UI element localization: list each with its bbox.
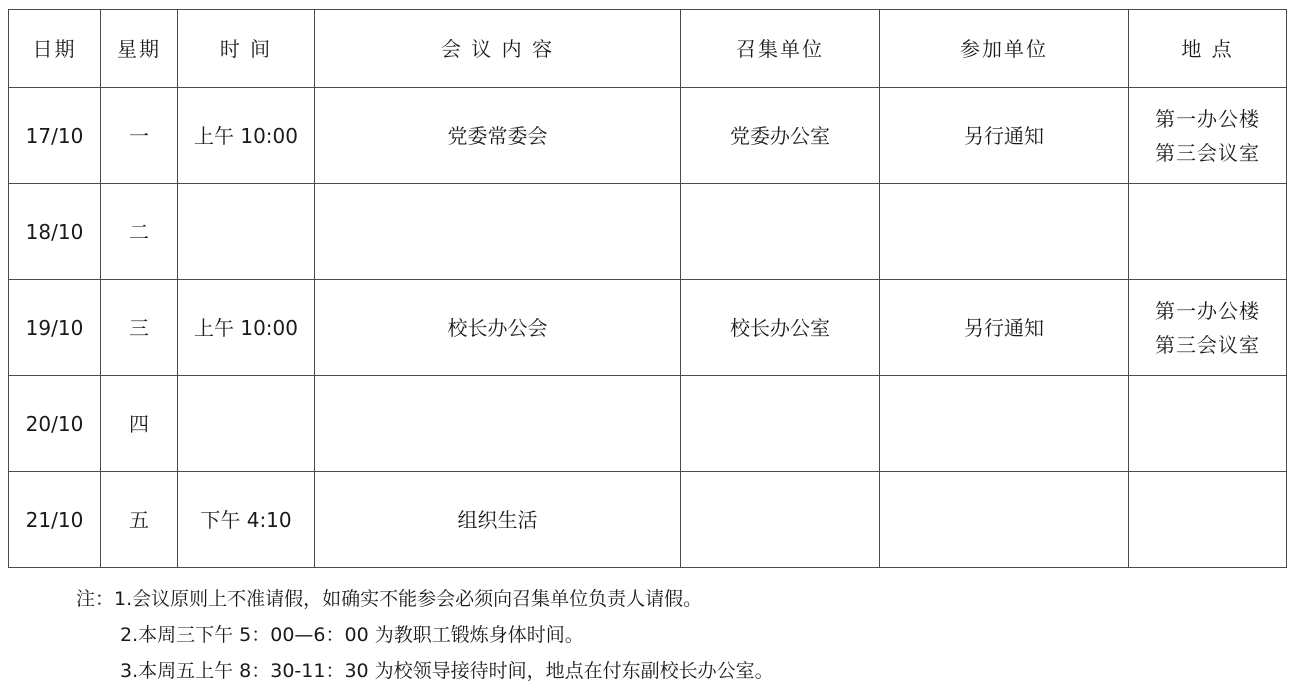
table-row bbox=[9, 280, 1287, 376]
cell-date: 17/10 bbox=[9, 88, 101, 184]
note-line-3: 3.本周五上午 8：30-11：30 为校领导接待时间，地点在付东副校长办公室。 bbox=[120, 660, 774, 682]
cell-location bbox=[1129, 88, 1287, 184]
location-line2: 第三会议室 bbox=[1155, 332, 1260, 357]
cell-convener bbox=[681, 376, 880, 472]
cell-location bbox=[1129, 376, 1287, 472]
cell-weekday: 二 bbox=[101, 184, 178, 280]
cell-attendees bbox=[880, 472, 1129, 568]
header-date: 日期 bbox=[9, 10, 101, 88]
header-location: 地 点 bbox=[1129, 10, 1287, 88]
cell-convener bbox=[681, 184, 880, 280]
note-line-2: 2.本周三下午 5：00—6：00 为教职工锻炼身体时间。 bbox=[120, 624, 584, 646]
cell-attendees bbox=[880, 184, 1129, 280]
cell-location bbox=[1129, 184, 1287, 280]
cell-location bbox=[1129, 472, 1287, 568]
header-convener: 召集单位 bbox=[681, 10, 880, 88]
cell-date: 19/10 bbox=[9, 280, 101, 376]
header-content: 会 议 内 容 bbox=[315, 10, 681, 88]
cell-weekday: 四 bbox=[101, 376, 178, 472]
cell-convener: 党委办公室 bbox=[681, 88, 880, 184]
header-weekday: 星期 bbox=[101, 10, 178, 88]
notes-section bbox=[76, 581, 1286, 689]
table-row bbox=[9, 376, 1287, 472]
cell-content bbox=[315, 376, 681, 472]
meeting-schedule-table bbox=[8, 9, 1287, 568]
note-line-1: 注：1.会议原则上不准请假，如确实不能参会必须向召集单位负责人请假。 bbox=[76, 588, 703, 610]
cell-date: 18/10 bbox=[9, 184, 101, 280]
cell-content: 校长办公会 bbox=[315, 280, 681, 376]
cell-convener bbox=[681, 472, 880, 568]
cell-content: 党委常委会 bbox=[315, 88, 681, 184]
header-attendees: 参加单位 bbox=[880, 10, 1129, 88]
location-line1: 第一办公楼 bbox=[1155, 106, 1260, 131]
location-line1: 第一办公楼 bbox=[1155, 298, 1260, 323]
cell-location bbox=[1129, 280, 1287, 376]
cell-content: 组织生活 bbox=[315, 472, 681, 568]
cell-time: 上午 10:00 bbox=[178, 280, 315, 376]
cell-weekday: 五 bbox=[101, 472, 178, 568]
cell-time: 上午 10:00 bbox=[178, 88, 315, 184]
cell-convener: 校长办公室 bbox=[681, 280, 880, 376]
cell-date: 21/10 bbox=[9, 472, 101, 568]
table-row bbox=[9, 472, 1287, 568]
cell-date: 20/10 bbox=[9, 376, 101, 472]
header-time: 时 间 bbox=[178, 10, 315, 88]
cell-weekday: 三 bbox=[101, 280, 178, 376]
cell-attendees bbox=[880, 376, 1129, 472]
location-line2: 第三会议室 bbox=[1155, 140, 1260, 165]
table-row bbox=[9, 88, 1287, 184]
cell-weekday: 一 bbox=[101, 88, 178, 184]
table-row bbox=[9, 184, 1287, 280]
cell-content bbox=[315, 184, 681, 280]
cell-attendees: 另行通知 bbox=[880, 88, 1129, 184]
cell-time bbox=[178, 376, 315, 472]
header-row bbox=[9, 10, 1287, 88]
cell-attendees: 另行通知 bbox=[880, 280, 1129, 376]
cell-time bbox=[178, 184, 315, 280]
cell-time: 下午 4:10 bbox=[178, 472, 315, 568]
